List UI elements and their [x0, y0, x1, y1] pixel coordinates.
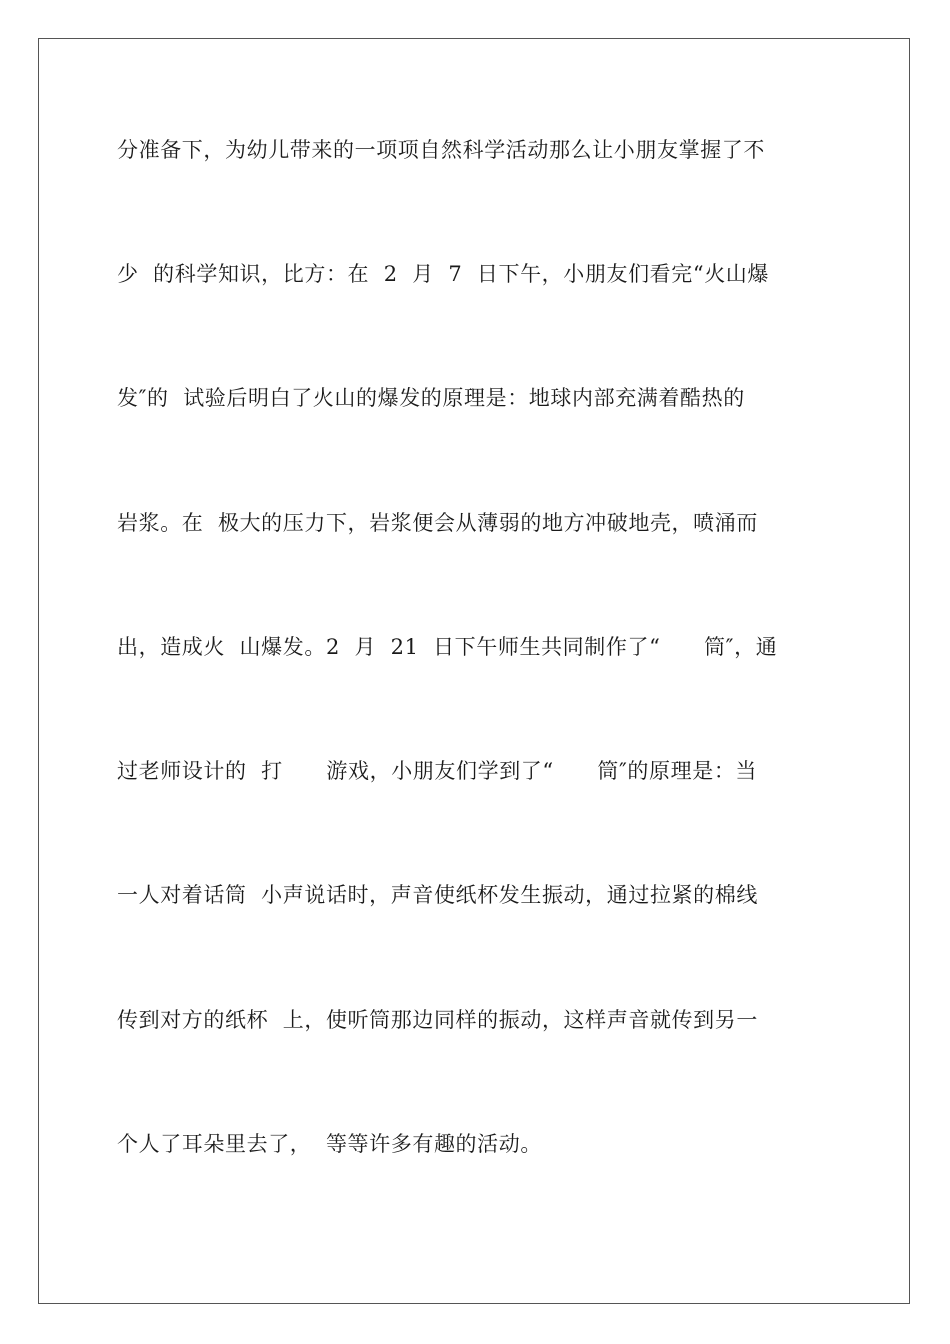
paragraph-line-5: 出，造成火 山爆发。2 月 21 日下午师生共同制作了“ 筒″，通 [117, 635, 778, 659]
paragraph-line-1: 分准备下，为幼儿带来的一项项自然科学活动那么让小朋友掌握了不 [117, 138, 765, 162]
paragraph-line-9: 个人了耳朵里去了， 等等许多有趣的活动。 [117, 1132, 542, 1156]
paragraph-line-6: 过老师设计的 打 游戏，小朋友们学到了“ 筒″的原理是：当 [117, 759, 758, 783]
page-border [38, 38, 910, 1304]
paragraph-line-3: 发″的 试验后明白了火山的爆发的原理是：地球内部充满着酷热的 [117, 386, 745, 410]
paragraph-line-2: 少 的科学知识，比方：在 2 月 7 日下午，小朋友们看完“火山爆 [117, 262, 770, 286]
paragraph-line-8: 传到对方的纸杯 上，使听筒那边同样的振动，这样声音就传到另一 [117, 1008, 758, 1032]
paragraph-line-4: 岩浆。在 极大的压力下，岩浆便会从薄弱的地方冲破地壳，喷涌而 [117, 511, 758, 535]
paragraph-line-7: 一人对着话筒 小声说话时，声音使纸杯发生振动，通过拉紧的棉线 [117, 883, 758, 907]
